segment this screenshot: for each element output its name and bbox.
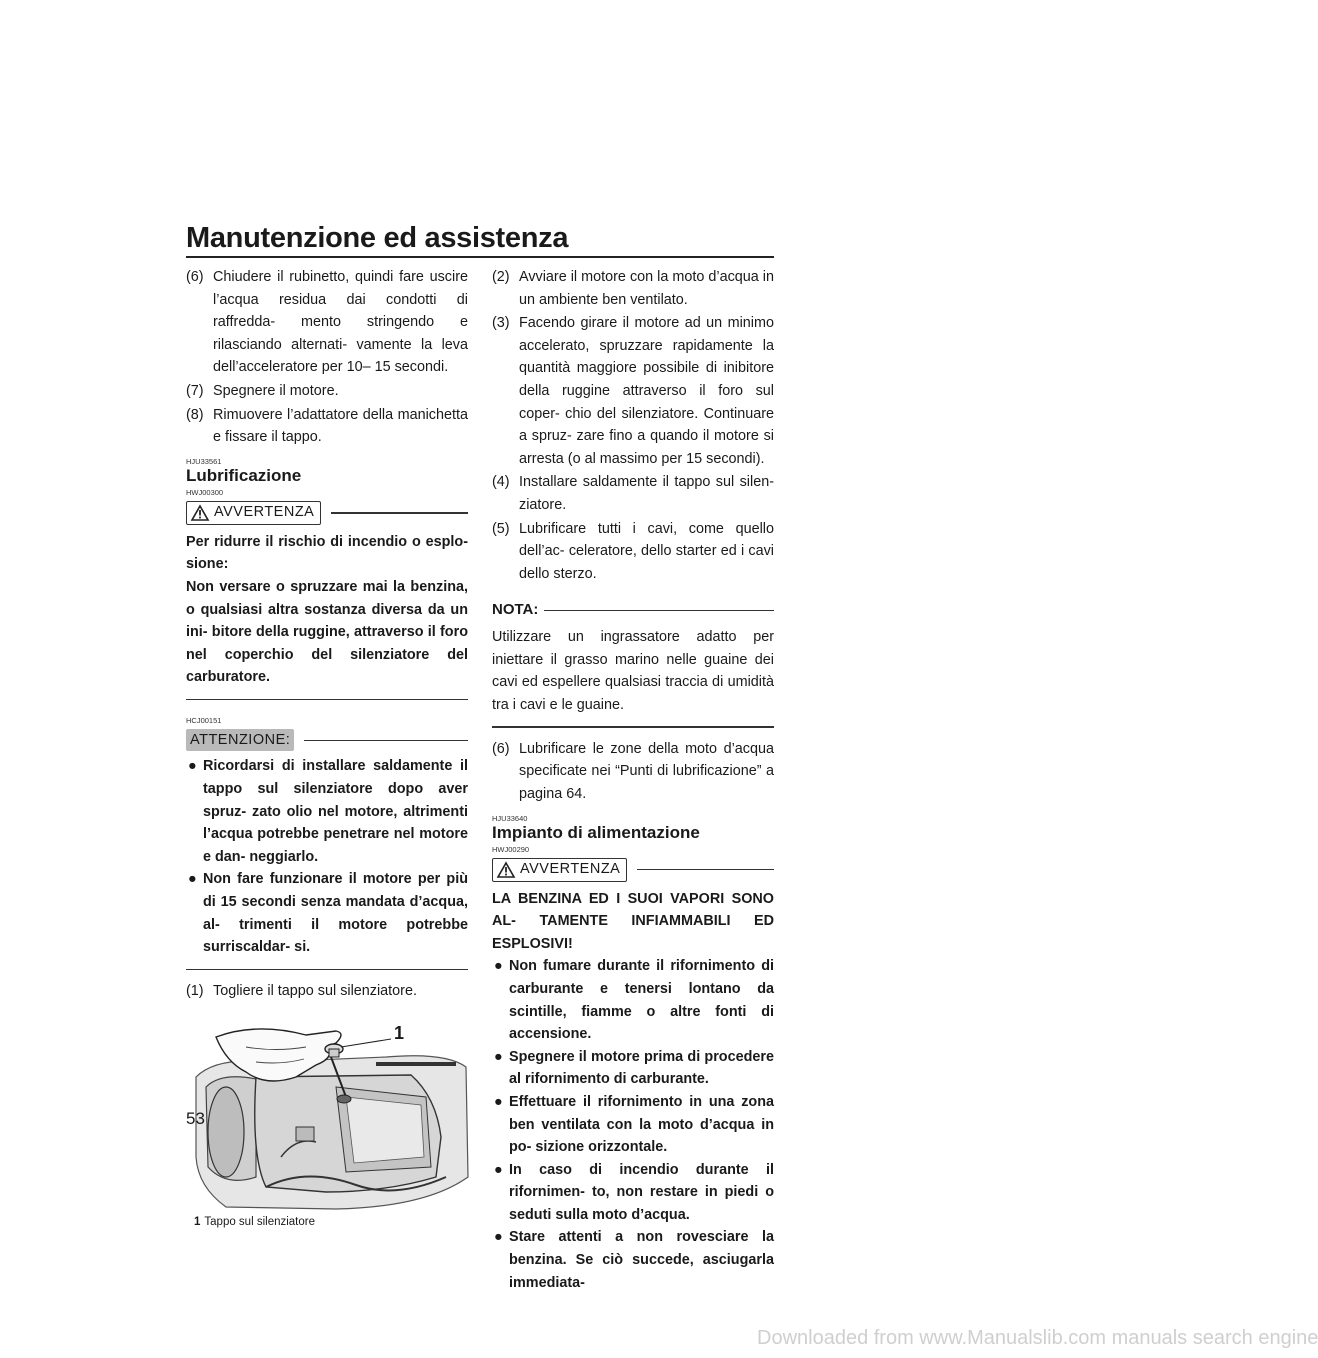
step-text: Installare saldamente il tappo sul silen- ziatore. (519, 474, 774, 513)
section-code: HJU33640 (492, 813, 528, 823)
figure-caption (186, 1211, 468, 1234)
bullet-text: Non fumare durante il rifornimento di carburante e tenersi lontano da scintille, fiamme o altre fonti di accensione. (509, 958, 774, 1043)
section-code: HJU33561 (186, 456, 222, 466)
step-number: (6) (186, 269, 204, 285)
bullet-text: Spegnere il motore prima di procedere al rifornimento di carburante. (509, 1048, 774, 1088)
step-3-spray (492, 312, 774, 470)
step-number: (6) (492, 740, 510, 757)
warning-triangle-icon (191, 505, 209, 521)
step-number: (4) (492, 474, 510, 491)
warning-bullet (492, 1159, 774, 1227)
step-number: (3) (492, 315, 510, 332)
caution-rule (304, 740, 468, 742)
bullet-icon: ● (188, 758, 197, 775)
caution-box-bottom (186, 969, 468, 971)
caution-list (186, 755, 468, 958)
step-text: Lubrificare le zone della moto d’acqua specificate nei “Punti di lubrificazione” a pagina 64. (519, 740, 774, 802)
warning-badge (492, 858, 627, 882)
bullet-icon: ● (494, 1161, 503, 1178)
warning-rule (331, 512, 468, 514)
figure-callout-label: 1 (394, 1022, 405, 1043)
step-text: Rimuovere l’adattatore della manichetta e fissare il tappo. (213, 406, 468, 446)
step-number: (5) (492, 520, 510, 537)
step-1-remove-cap (186, 980, 468, 1003)
step-6-lubricate-points (492, 738, 774, 806)
warning-code: HWJ00300 (186, 487, 224, 497)
caution-code: HCJ00151 (186, 716, 222, 726)
warning-bullet (492, 1226, 774, 1294)
bullet-text: Non fare funzionare il motore per più di 15 secondi senza mandata d’acqua, al- trimenti il motore potrebbe surriscaldar- si. (203, 871, 468, 956)
warning-bullet (492, 1091, 774, 1159)
bullet-text: Stare attenti a non rovesciare la benzina. Se ciò succede, asciugarla immediata- (509, 1229, 774, 1291)
bullet-text: Effettuare il rifornimento in una zona ben ventilata con la moto d’acqua in po- sizione orizzontale. (509, 1093, 774, 1156)
step-8-adapter (186, 404, 468, 449)
warning-text-2: Non versare o spruzzare mai la benzina, o qualsiasi altra sostanza diversa da un ini- bitore della ruggine, attraverso il foro nel coperchio del silenziatore del carburatore. (186, 578, 468, 686)
bullet-text: In caso di incendio durante il rifornimen- to, non restare in piedi o seduti sulla moto d’acqua. (509, 1161, 774, 1223)
note-text: Utilizzare un ingrassatore adatto per iniettare il grasso marino nelle guaine dei cavi ed espellere qualsiasi traccia di umidità tra i cavi e le guaine. (492, 628, 774, 713)
caption-text: Tappo sul silenziatore (204, 1215, 315, 1228)
warning-header (186, 501, 468, 525)
step-text: Togliere il tappo sul silenziatore. (213, 983, 417, 1000)
warning-badge (186, 501, 321, 525)
warning-box-bottom (186, 699, 468, 701)
step-text: Lubrificare tutti i cavi, come quello dell’ac- celeratore, dello starter ed i cavi dello sterzo. (519, 520, 774, 582)
warning-bullet (492, 955, 774, 1045)
caution-bullet (186, 755, 468, 868)
title-rule (186, 256, 774, 258)
caution-badge: ATTENZIONE: (186, 729, 294, 751)
step-text: Avviare il motore con la moto d’acqua in un ambiente ben ventilato. (519, 269, 774, 308)
warning-triangle-icon (497, 862, 515, 878)
caption-number: 1 (194, 1215, 201, 1228)
caution-header (186, 729, 468, 751)
section-title-lubrificazione: Lubrificazione (186, 465, 302, 485)
step-7-stop (186, 380, 468, 403)
fuel-warning-list (492, 955, 774, 1294)
warning-label: AVVERTENZA (520, 861, 621, 878)
step-number: (2) (492, 269, 510, 285)
step-4-install-cap (492, 471, 774, 516)
page-title: Manutenzione ed assistenza (186, 222, 569, 254)
warning-label: AVVERTENZA (214, 504, 315, 521)
warning-text-1: Per ridurre il rischio di incendio o esplo- sione: (186, 533, 468, 573)
note-label: NOTA: (492, 601, 539, 619)
warning-text: LA BENZINA ED I SUOI VAPORI SONO AL- TAMENTE INFIAMMABILI ED ESPLOSIVI! (492, 890, 774, 952)
warning-header (492, 858, 774, 882)
page-number: 53 (186, 1109, 205, 1128)
note-box-bottom (492, 726, 774, 728)
bullet-icon: ● (494, 1048, 503, 1065)
step-6-flush (186, 266, 468, 379)
bullet-text: Ricordarsi di installare saldamente il tappo sul silenziatore dopo aver spruz- zato olio nel motore, altrimenti l’acqua potrebbe penetrare nel motore e dan- neggiarlo. (203, 758, 468, 865)
step-text: Facendo girare il motore ad un minimo accelerato, spruzzare rapidamente la quantità maggiore possibile di inibitore della ruggine attraverso il foro sul coper- chio del silenziatore. Continuare a spruz- zare fino a quando il motore si arresta (o al massimo per 15 secondi). (519, 315, 774, 467)
warning-rule (637, 869, 774, 871)
step-2-start-engine (492, 266, 774, 311)
step-text: Chiudere il rubinetto, quindi fare uscire l’acqua residua dai condotti di raffredda- mento stringendo e rilasciando alternati- vamente la leva dell’acceleratore per 10– 15 secondi. (213, 269, 468, 376)
right-column (492, 266, 774, 1294)
step-number: (7) (186, 382, 204, 399)
note-header (492, 599, 774, 622)
engine-photo (186, 1017, 468, 1213)
step-number: (1) (186, 983, 204, 1000)
step-number: (8) (186, 406, 204, 423)
left-column (186, 266, 468, 1233)
caution-bullet (186, 868, 468, 958)
footer-watermark: Downloaded from www.Manualslib.com manuals search engine (757, 1327, 1318, 1349)
bullet-icon: ● (188, 871, 197, 888)
bullet-icon: ● (494, 958, 503, 975)
warning-code: HWJ00290 (492, 844, 530, 854)
warning-bullet (492, 1046, 774, 1091)
section-title-alimentazione: Impianto di alimentazione (492, 822, 700, 842)
silencer-cap-illustration (186, 1017, 468, 1213)
bullet-icon: ● (494, 1093, 503, 1110)
bullet-icon: ● (494, 1229, 503, 1246)
step-text: Spegnere il motore. (213, 382, 339, 399)
note-rule (544, 610, 774, 612)
step-5-lubricate-cables (492, 518, 774, 586)
